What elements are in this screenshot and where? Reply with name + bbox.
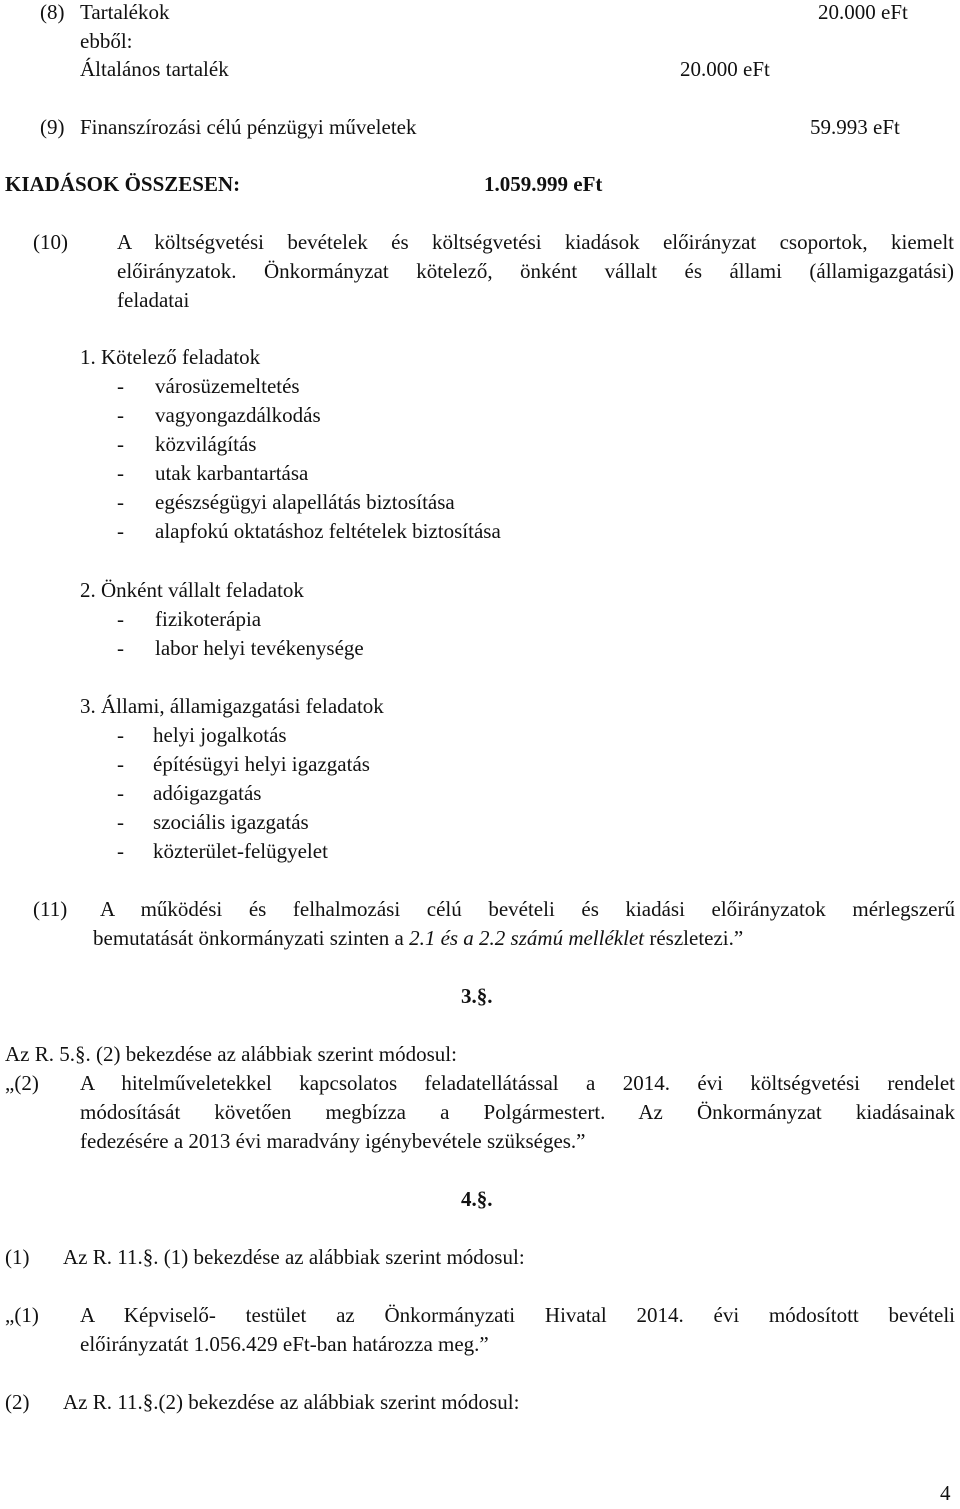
section-8-title: Tartalékok	[80, 0, 170, 24]
section-10-line-1: A költségvetési bevételek és költségvetési kiadások előirányzat csoportok, kiemelt	[117, 230, 954, 254]
article-4-quote-line-1: A Képviselő- testület az Önkormányzati Hivatal 2014. évi módosított bevételi	[80, 1303, 955, 1327]
article-3-intro: Az R. 5.§. (2) bekezdése az alábbiak szerint módosul:	[5, 1042, 457, 1066]
expenses-total-amount: 1.059.999 eFt	[484, 172, 603, 196]
list-item: - alapfokú oktatáshoz feltételek biztosítása	[117, 519, 501, 543]
section-8-sub-label: ebből:	[80, 29, 133, 53]
article-3-heading: 3.§.	[461, 984, 493, 1008]
article-4-paragraph-1-number: (1)	[5, 1245, 30, 1269]
section-10-number: (10)	[33, 230, 68, 254]
list-item: - labor helyi tevékenysége	[117, 636, 364, 660]
list-item: - vagyongazdálkodás	[117, 403, 321, 427]
article-3-line-1: A hitelműveletekkel kapcsolatos feladatellátással a 2014. évi költségvetési rendelet	[80, 1071, 955, 1095]
section-9-number: (9)	[40, 115, 65, 139]
page-number: 4	[940, 1481, 951, 1505]
list-item: - helyi jogalkotás	[117, 723, 287, 747]
general-reserve-amount: 20.000 eFt	[680, 57, 770, 81]
list-item: - adóigazgatás	[117, 781, 262, 805]
section-10-line-3: feladatai	[117, 288, 190, 312]
article-3-paragraph-number: „(2)	[5, 1071, 39, 1095]
expenses-total-label: KIADÁSOK ÖSSZESEN:	[5, 172, 241, 196]
section-11-number: (11)	[33, 897, 68, 921]
article-4-heading: 4.§.	[461, 1187, 493, 1211]
general-reserve-label: Általános tartalék	[80, 57, 229, 81]
list-item: - építésügyi helyi igazgatás	[117, 752, 370, 776]
list-item: - utak karbantartása	[117, 461, 309, 485]
section-9-amount: 59.993 eFt	[810, 115, 900, 139]
article-4-paragraph-2-text: Az R. 11.§.(2) bekezdése az alábbiak szerint módosul:	[63, 1390, 520, 1414]
list-item: - egészségügyi alapellátás biztosítása	[117, 490, 455, 514]
article-4-quote-number: „(1)	[5, 1303, 39, 1327]
section-11-line-1: A működési és felhalmozási célú bevételi és kiadási előirányzatok mérlegszerű	[100, 897, 955, 921]
section-11-line-2: bemutatását önkormányzati szinten a 2.1 és a 2.2 számú melléklet részletezi.”	[93, 926, 744, 950]
section-8-number: (8)	[40, 0, 65, 24]
list-item: - szociális igazgatás	[117, 810, 309, 834]
article-3-line-3: fedezésére a 2013 évi maradvány igénybevétele szükséges.”	[80, 1129, 586, 1153]
list-item: - fizikoterápia	[117, 607, 262, 631]
annex-reference: 2.1 és a 2.2 számú melléklet	[409, 926, 645, 950]
section-8-amount: 20.000 eFt	[818, 0, 908, 24]
section-10-line-2: előirányzatok. Önkormányzat kötelező, önként vállalt és állami (államigazgatási)	[117, 259, 954, 283]
task-group-title: 2. Önként vállalt feladatok	[80, 578, 304, 602]
list-item: - közvilágítás	[117, 432, 257, 456]
article-4-paragraph-2-number: (2)	[5, 1390, 30, 1414]
section-9-title: Finanszírozási célú pénzügyi műveletek	[80, 115, 417, 139]
task-group-title: 1. Kötelező feladatok	[80, 345, 261, 369]
list-item: - városüzemeltetés	[117, 374, 300, 398]
article-4-paragraph-1-text: Az R. 11.§. (1) bekezdése az alábbiak szerint módosul:	[63, 1245, 525, 1269]
task-group-title: 3. Állami, államigazgatási feladatok	[80, 694, 384, 718]
article-4-quote-line-2: előirányzatát 1.056.429 eFt-ban határozza meg.”	[80, 1332, 489, 1356]
article-3-line-2: módosítását követően megbízza a Polgármestert. Az Önkormányzat kiadásainak	[80, 1100, 955, 1124]
list-item: - közterület-felügyelet	[117, 839, 328, 863]
